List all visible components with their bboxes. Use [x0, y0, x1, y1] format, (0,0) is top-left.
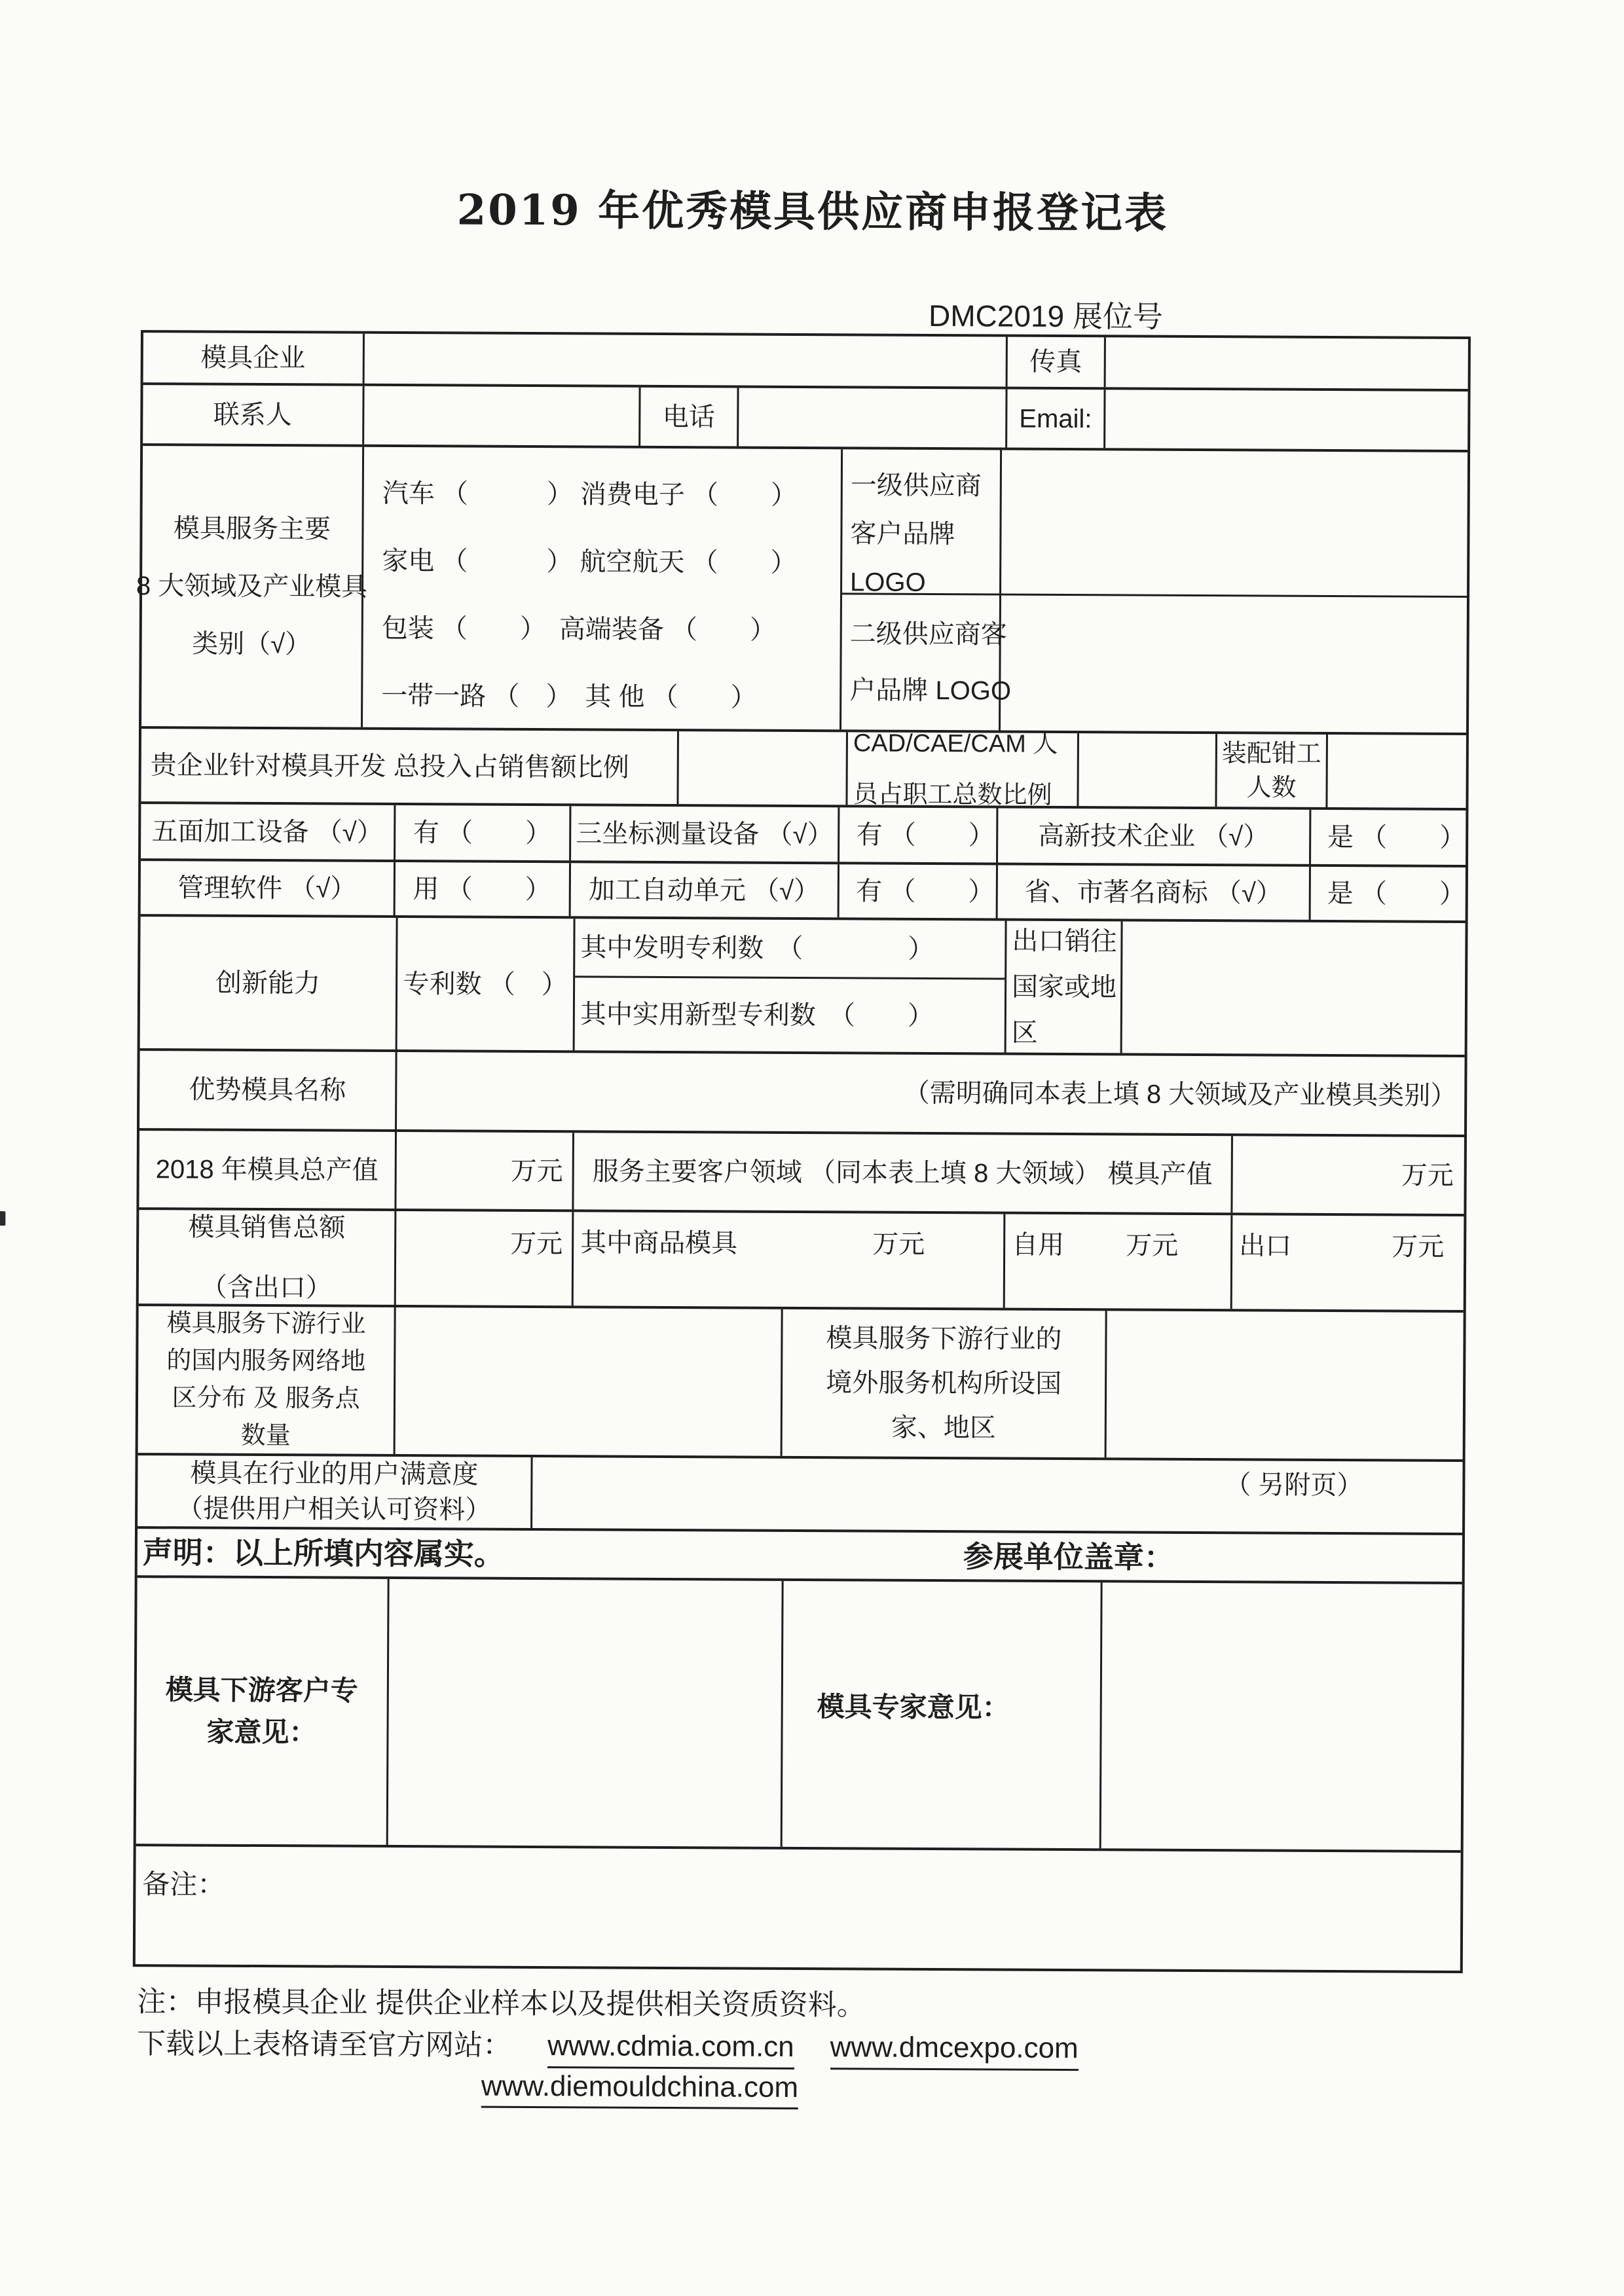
attached-page-note: （ 另附页） — [1225, 1470, 1363, 1501]
output-2018-label: 2018 年模具总产值 — [139, 1131, 397, 1209]
export-label-line: 国家或地 — [1011, 972, 1117, 1002]
row-service-fields — [136, 446, 1467, 735]
commodity-mould-cell[interactable] — [574, 1212, 1006, 1307]
company-input-cell[interactable] — [365, 334, 1008, 387]
link-cdmia[interactable]: www.cdmia.com.cn — [547, 2030, 794, 2069]
tier2-logo-input-cell[interactable] — [1001, 596, 1467, 733]
phone-input-cell[interactable] — [739, 388, 1007, 448]
satisfaction-input-cell[interactable] — [532, 1457, 1463, 1533]
footer-note: 注：申报模具企业 提供企业样本以及提供相关资质资料。 — [137, 1986, 866, 2022]
management-software-label: 管理软件 （√） — [141, 861, 396, 915]
self-use-cell[interactable] — [1005, 1214, 1233, 1309]
commodity-mould-label: 其中商品模具 — [580, 1228, 738, 1258]
download-site-label: 下载以上表格请至官方网站： — [137, 2028, 512, 2062]
scan-artifact — [0, 1211, 5, 1226]
export-sales-label: 出口 — [1239, 1231, 1292, 1261]
email-input-cell[interactable] — [1105, 390, 1467, 450]
row-contact — [143, 385, 1467, 452]
email-label: Email: — [1007, 390, 1105, 448]
fax-label: 传真 — [1008, 337, 1106, 388]
cmm-label: 三坐标测量设备 （√） — [571, 806, 840, 862]
row-investment — [141, 729, 1466, 811]
option-appliance-aerospace[interactable]: 家电 （ ） 航空航天 （ ） — [382, 546, 797, 577]
overseas-network-label — [783, 1309, 1107, 1457]
innovation-label: 创新能力 — [140, 917, 398, 1049]
tier1-logo-input-cell[interactable] — [1001, 450, 1467, 596]
satisfaction-label-line: （提供用户相关认可资料） — [177, 1494, 492, 1525]
option-beltroad-other[interactable]: 一带一路 （ ） 其 他 （ ） — [381, 681, 757, 712]
option-packaging-equipment[interactable]: 包装 （ ） 高端装备 （ ） — [381, 613, 777, 645]
hightech-enterprise-label: 高新技术企业 （√） — [998, 809, 1311, 864]
utility-patent-label[interactable]: 其中实用新型专利数 （ ） — [580, 999, 934, 1030]
auto-unit-has-option[interactable]: 有 （ ） — [840, 864, 998, 918]
commodity-mould-unit: 万元 — [872, 1230, 925, 1259]
fitter-label-line: 人数 — [1246, 773, 1297, 802]
domestic-network-label — [138, 1306, 396, 1454]
self-use-label: 自用 — [1012, 1230, 1065, 1260]
phone-label: 电话 — [640, 388, 739, 446]
domestic-network-line: 区分布 及 服务点 — [172, 1384, 360, 1413]
cmm-has-option[interactable]: 有 （ ） — [840, 807, 998, 862]
footer-third-link-line — [481, 2070, 798, 2104]
famous-trademark-label: 省、市著名商标 （√） — [998, 866, 1311, 920]
form-title: 2019 年优秀模具供应商申报登记表 — [456, 185, 1169, 238]
overseas-network-line: 模具服务下游行业的 — [826, 1324, 1062, 1354]
overseas-network-line: 家、地区 — [891, 1413, 996, 1443]
row-company — [143, 333, 1468, 392]
cad-label-line: 员占职工总数比例 — [853, 780, 1052, 809]
row-declaration — [138, 1529, 1462, 1584]
customer-field-output-unit[interactable]: 万元 — [1401, 1161, 1454, 1190]
sales-total-unit[interactable]: 万元 — [396, 1211, 574, 1305]
advantage-mould-note: （需明确同本表上填 8 大领域及产业模具类别） — [903, 1078, 1457, 1110]
exhibitor-stamp-label: 参展单位盖章： — [963, 1539, 1174, 1575]
self-use-unit: 万元 — [1126, 1231, 1179, 1260]
contact-input-cell[interactable] — [364, 386, 640, 446]
patent-detail-cells — [575, 919, 1007, 1052]
fitter-label-line: 装配钳工 — [1221, 739, 1321, 768]
tier2-label-line: 户品牌 LOGO — [849, 676, 1012, 706]
investment-input-cell[interactable] — [678, 731, 848, 805]
service-field-options — [363, 447, 843, 730]
service-fields-label-line: 8 大领域及产业模具 — [136, 572, 368, 602]
remarks-label[interactable]: 备注： — [142, 1868, 225, 1900]
row-equipment-1 — [141, 804, 1466, 867]
cad-staff-input-cell[interactable] — [1079, 733, 1217, 807]
satisfaction-label-line: 模具在行业的用户满意度 — [190, 1459, 479, 1489]
booth-number-label: DMC2019 展位号 — [928, 298, 1164, 334]
row-advantage-mould — [139, 1051, 1465, 1137]
customer-field-output-label: 服务主要客户领域 （同本表上填 8 大领域） 模具产值 — [574, 1133, 1233, 1212]
service-fields-label-line: 模具服务主要 — [173, 514, 331, 544]
row-opinions — [136, 1578, 1462, 1853]
domestic-network-line: 模具服务下游行业 — [166, 1309, 366, 1338]
tier1-supplier-label — [842, 449, 1002, 597]
domestic-network-line: 数量 — [240, 1421, 291, 1450]
domestic-network-line: 的国内服务网络地 — [166, 1347, 366, 1376]
tier2-supplier-row — [841, 594, 1467, 733]
export-destination-label — [1006, 921, 1123, 1053]
tier1-label-line: 客户品牌 — [850, 519, 955, 549]
cad-staff-label — [847, 729, 1079, 809]
downstream-opinion-label — [136, 1578, 390, 1845]
tier1-label-line: 一级供应商 — [850, 471, 982, 501]
declaration-statement: 声明：以上所填内容属实。 — [142, 1535, 504, 1571]
fitter-count-input-cell[interactable] — [1327, 735, 1466, 808]
domestic-network-input-cell[interactable] — [396, 1307, 783, 1456]
software-use-option[interactable]: 用 （ ） — [395, 862, 570, 916]
export-label-line: 出口销往 — [1012, 926, 1117, 956]
sales-total-label — [139, 1210, 397, 1305]
registration-table — [133, 330, 1471, 1973]
cad-label-line: CAD/CAE/CAM 人 — [853, 729, 1058, 758]
sales-total-label-line: （含出口） — [200, 1273, 332, 1303]
contact-label: 联系人 — [143, 385, 364, 445]
expert-opinion-input-cell[interactable] — [1101, 1582, 1462, 1850]
row-remarks — [136, 1846, 1461, 1971]
service-fields-label — [136, 446, 368, 727]
row-innovation — [140, 917, 1466, 1057]
tier2-supplier-label — [841, 594, 1012, 730]
tier1-label-line: LOGO — [850, 568, 926, 597]
row-equipment-2 — [141, 861, 1466, 923]
downstream-opinion-line: 家意见： — [206, 1716, 317, 1748]
export-label-line: 区 — [1011, 1018, 1038, 1048]
row-service-network — [138, 1306, 1464, 1462]
downstream-opinion-input-cell[interactable] — [388, 1579, 784, 1847]
advantage-mould-label: 优势模具名称 — [139, 1051, 397, 1129]
footer-download-line — [137, 2020, 1079, 2071]
advantage-mould-input-cell[interactable] — [397, 1052, 1465, 1135]
auto-machining-unit-label: 加工自动单元 （√） — [570, 863, 840, 917]
fax-input-cell[interactable] — [1106, 337, 1468, 389]
hightech-yes-option[interactable]: 是 （ ） — [1327, 822, 1466, 852]
tier1-supplier-row — [842, 449, 1467, 598]
service-fields-label-line: 类别（√） — [192, 629, 312, 659]
overseas-network-line: 境外服务机构所设国 — [826, 1368, 1062, 1398]
output-2018-unit[interactable]: 万元 — [396, 1132, 574, 1209]
overseas-network-input-cell[interactable] — [1107, 1311, 1464, 1459]
downstream-opinion-line: 模具下游客户专 — [165, 1674, 358, 1706]
fitter-count-label — [1217, 734, 1328, 807]
row-sales-total — [139, 1210, 1464, 1313]
export-sales-cell[interactable] — [1232, 1215, 1464, 1310]
tier2-label-line: 二级供应商客 — [849, 619, 1007, 649]
link-diemouldchina[interactable]: www.diemouldchina.com — [481, 2070, 798, 2109]
trademark-yes-option[interactable]: 是 （ ） — [1327, 879, 1466, 909]
patent-count-label[interactable]: 专利数 （ ） — [397, 918, 576, 1050]
row-satisfaction — [138, 1455, 1463, 1535]
expert-opinion-label: 模具专家意见： — [783, 1581, 1103, 1848]
five-face-has-option[interactable]: 有 （ ） — [396, 805, 571, 860]
option-auto-consumer[interactable]: 汽车 （ ） 消费电子 （ ） — [382, 479, 798, 510]
sales-total-label-line: 模具销售总额 — [188, 1212, 346, 1243]
supplier-logo-area — [841, 449, 1467, 733]
five-face-machining-label: 五面加工设备 （√） — [141, 804, 396, 860]
export-destination-input-cell[interactable] — [1122, 921, 1466, 1055]
satisfaction-label — [138, 1455, 533, 1528]
export-sales-unit: 万元 — [1392, 1232, 1445, 1262]
investment-label: 贵企业针对模具开发 总投入占销售额比例 — [141, 729, 679, 804]
link-dmcexpo[interactable]: www.dmcexpo.com — [830, 2031, 1079, 2071]
company-label: 模具企业 — [143, 333, 365, 384]
invention-patent-label[interactable]: 其中发明专利数 （ ） — [575, 919, 1005, 979]
